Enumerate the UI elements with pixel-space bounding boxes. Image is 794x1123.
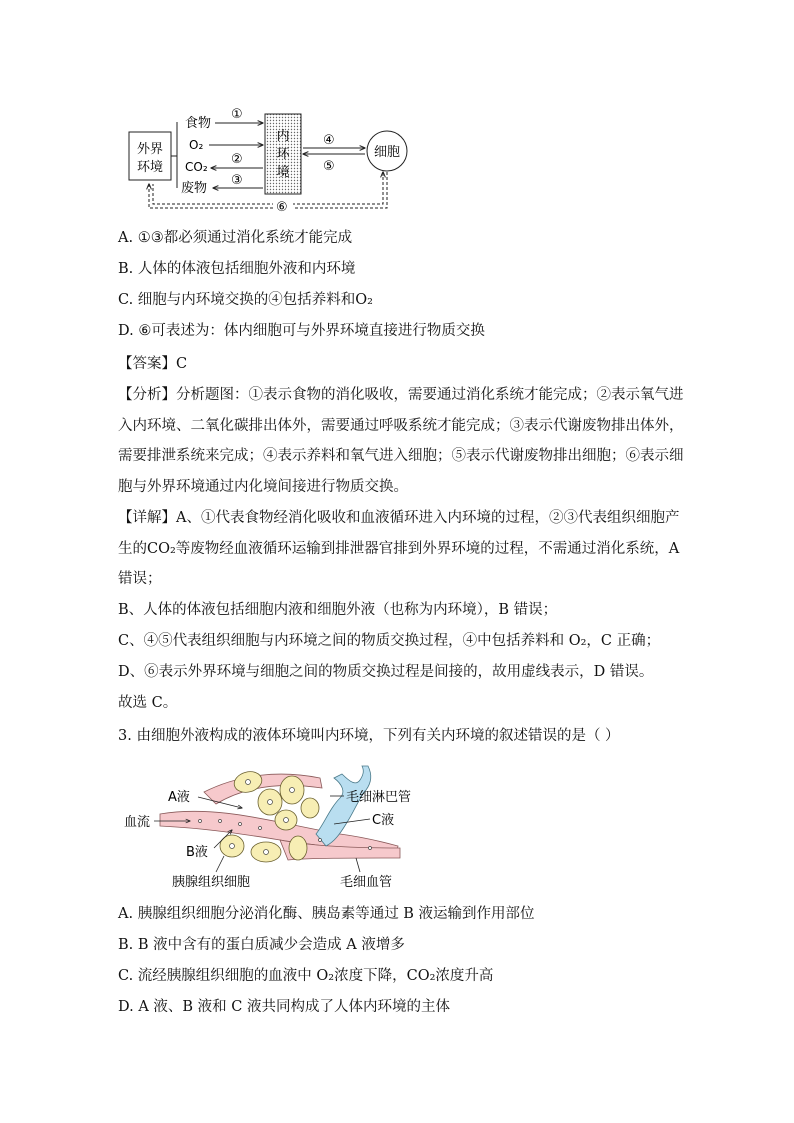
q3-option-b: B. B 液中含有的蛋白质减少会造成 A 液增多 (118, 937, 405, 953)
outer-env-line2: 环境 (136, 160, 164, 175)
q2-option-d: D. ⑥可表述为：体内细胞可与外界环境直接进行物质交换 (118, 323, 485, 339)
detail-line-2: 生的CO₂等废物经血液循环运输到排泄器官排到外界环境的过程，不需通过消化系统，A (118, 541, 680, 557)
num-1: ① (231, 107, 243, 122)
inner-env-3: 境 (276, 165, 290, 180)
co2-label: CO₂ (185, 160, 208, 174)
waste-label: 废物 (181, 181, 208, 196)
b-liquid-label: B液 (186, 845, 208, 860)
q3-option-c: C. 流经胰腺组织细胞的血液中 O₂浓度下降，CO₂浓度升高 (118, 968, 494, 984)
q3-option-a: A. 胰腺组织细胞分泌消化酶、胰岛素等通过 B 液运输到作用部位 (118, 906, 535, 922)
capillary-label: 毛细血管 (340, 875, 393, 890)
num-6: ⑥ (276, 200, 288, 215)
cell-label: 细胞 (373, 145, 401, 160)
c-liquid-label: C液 (372, 813, 395, 828)
detail-line-3: 错误； (118, 571, 162, 587)
num-5: ⑤ (323, 159, 335, 174)
detail-line-6: D、⑥表示外界环境与细胞之间的物质交换过程是间接的，故用虚线表示，D 错误。 (118, 664, 654, 680)
detail-line-5: C、④⑤代表组织细胞与内环境之间的物质交换过程，④中包括养料和 O₂，C 正确； (118, 633, 661, 649)
lymph-vessel (316, 766, 371, 846)
exchange-diagram (125, 104, 425, 220)
q2-option-c: C. 细胞与内环境交换的④包括养料和O₂ (118, 292, 373, 308)
q2-option-b: B. 人体的体液包括细胞外液和内环境 (118, 261, 356, 277)
pancreas-cell-label: 胰腺组织细胞 (172, 875, 251, 890)
analysis-line-1: 【分析】分析题图：①表示食物的消化吸收，需要通过消化系统才能完成；②表示氧气进 (118, 387, 684, 403)
inner-env-2: 环 (276, 147, 290, 162)
detail-line-1: 【详解】A、①代表食物经消化吸收和血液循环进入内环境的过程，②③代表组织细胞产 (118, 510, 680, 526)
lymph-label: 毛细淋巴管 (346, 790, 412, 805)
detail-line-4: B、人体的体液包括细胞内液和细胞外液（也称为内环境），B 错误； (118, 602, 558, 618)
num-2: ② (231, 152, 243, 167)
a-liquid-label: A液 (168, 790, 190, 805)
food-label: 食物 (185, 116, 212, 131)
num-4: ④ (323, 133, 335, 148)
tissue-diagram (120, 764, 450, 892)
outer-env-line1: 外界 (136, 142, 164, 157)
analysis-line-3: 需要排泄系统来完成；④表示养料和氧气进入细胞；⑤表示代谢废物排出细胞；⑥表示细 (118, 448, 684, 464)
detail-line-7: 故选 C。 (118, 695, 178, 711)
answer-line: 【答案】C (118, 356, 188, 372)
q3-stem: 3. 由细胞外液构成的液体环境叫内环境，下列有关内环境的叙述错误的是（ ） (118, 728, 620, 744)
analysis-line-2: 入内环境、二氧化碳排出体外，需要通过呼吸系统才能完成；③表示代谢废物排出体外， (118, 418, 684, 434)
inner-env-1: 内 (276, 129, 290, 144)
num-3: ③ (231, 173, 243, 188)
blood-flow-label: 血流 (124, 815, 151, 830)
analysis-line-4: 胞与外界环境通过内化境间接进行物质交换。 (118, 479, 408, 495)
o2-label: O₂ (189, 138, 204, 152)
q2-option-a: A. ①③都必须通过消化系统才能完成 (118, 230, 353, 246)
q3-option-d: D. A 液、B 液和 C 液共同构成了人体内环境的主体 (118, 999, 450, 1015)
